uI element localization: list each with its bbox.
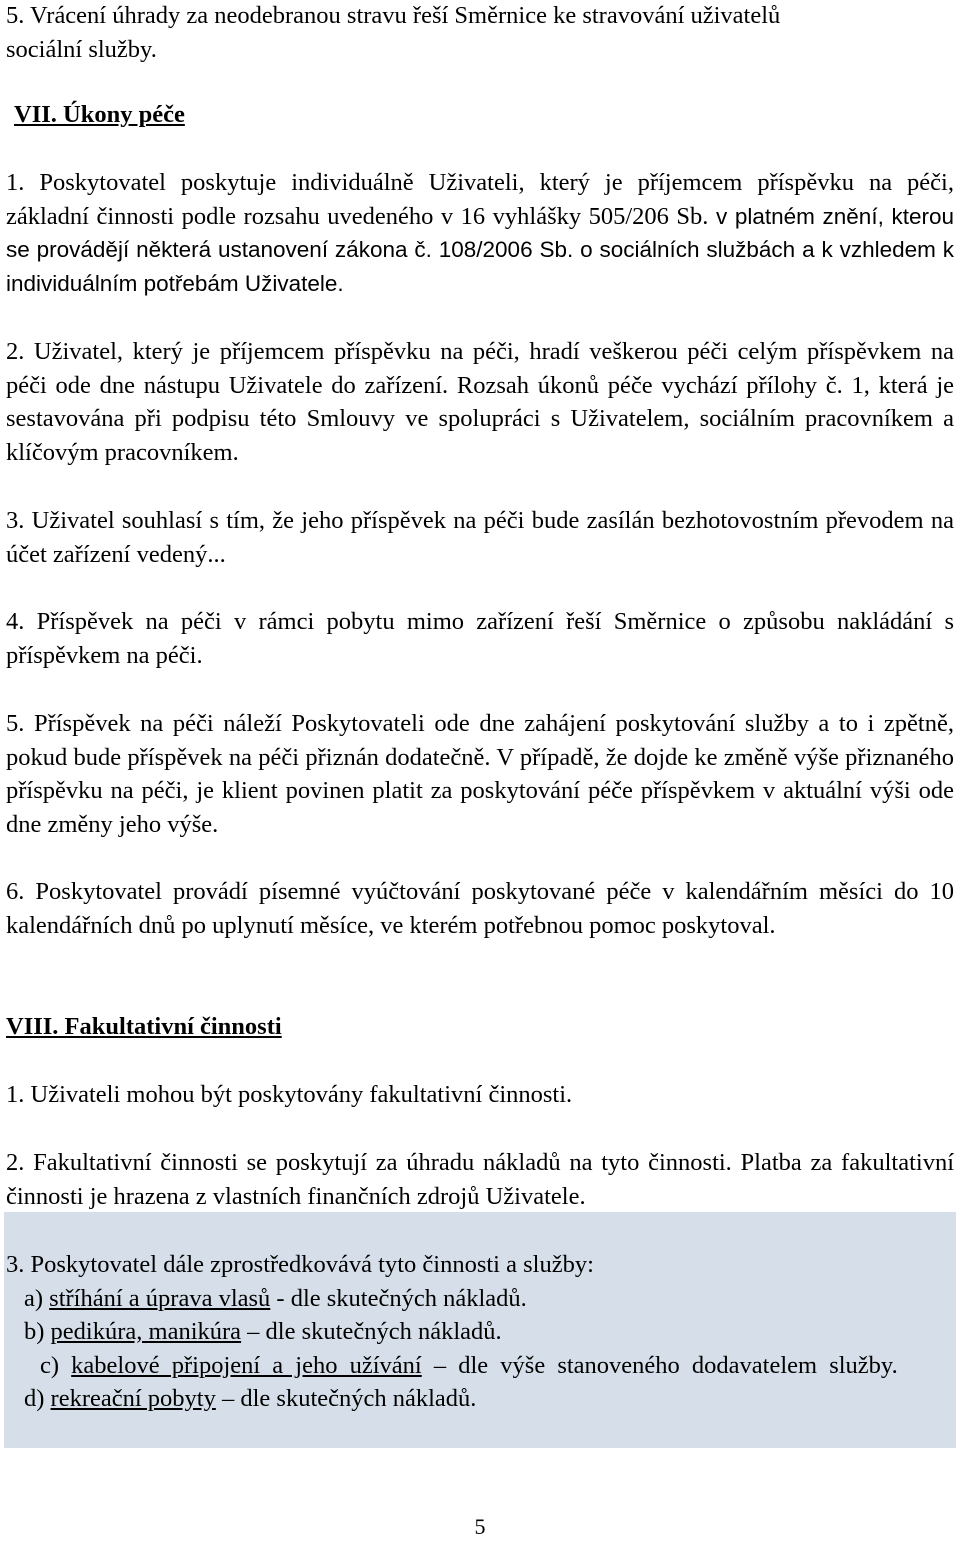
list-item-d-rest: – dle skutečných nákladů. [215,1385,477,1412]
section8-item2: 2. Fakultativní činnosti se poskytují za úhradu nákladů na tyto činnosti. Platba za fakultativní činnosti je hrazena z vlastních finančních zdrojů Uživatele. [6,1149,954,1210]
section7-item6: 6. Poskytovatel provádí písemné vyúčtování poskytované péče v kalendářním měsíci do 10 kalendářních dnů po uplynutí měsíce, ve kterém potřebnou pomoc poskytoval. [6,878,954,939]
section7-item1 [6,166,954,300]
list-item-b-term: pedikúra, manikúra [50,1318,242,1345]
top-item-line1: 5. Vrácení úhrady za neodebranou stravu řeší Směrnice ke stravování uživatelů [6,2,781,29]
section8-heading: VIII. Fakultativní činnosti [6,1013,282,1040]
list-item-b-prefix: b) [24,1318,51,1345]
top-item-line2: sociální služby. [6,35,157,63]
section7-item4: 4. Příspěvek na péči v rámci pobytu mimo zařízení řeší Směrnice o způsobu nakládání s příspěvkem na péči. [6,608,954,669]
list-item-d-prefix: d) [24,1385,51,1412]
list-item-a-term: stříhání a úprava vlasů [49,1284,271,1312]
list-item-c-term: kabelové připojení a jeho užívání [71,1351,422,1379]
section8-item3-intro: 3. Poskytovatel dále zprostředkovává tyto činnosti a služby: [6,1251,594,1278]
section7-heading: VII. Úkony péče [14,101,185,128]
list-item-c-rest: – dle výše stanoveného dodavatelem služby. [421,1351,898,1379]
paragraph-top-item-5 [6,0,780,66]
list-item-a [6,1282,954,1316]
section7-item5: 5. Příspěvek na péči náleží Poskytovateli ode dne zahájení poskytování služby a to i zpětně, pokud bude příspěvek na péči přiznán dodatečně. V případě, že dojde ke změně výše přiznaného příspěvku na péči, je klient povinen platit za poskytování péče příspěvkem v aktuální výši ode dne změny jeho výše. [6,710,954,838]
section8-item3 [6,1248,954,1416]
section7-item2: 2. Uživatel, který je příjemcem příspěvku na péči, hradí veškerou péči celým příspěvkem na péči ode dne nástupu Uživatele do zařízení. Rozsah úkonů péče vychází přílohy č. 1, která je sestavována při podpisu této Smlouvy ve spolupráci s Uživatelem, sociálním pracovníkem a klíčovým pracovníkem. [6,338,954,466]
section8-item1: 1. Uživateli mohou být poskytovány fakultativní činnosti. [6,1081,573,1108]
section7-item1-sans: v platném znění, kterou se provádějí některá ustanovení zákona č. 108/2006 Sb. o sociálních službách a k vzhledem k individuálním potřebám Uživatele. [6,203,954,296]
section7-item1-lead: 1. Poskytovatel poskytuje individuálně Uživateli, který je příjemcem příspěvku na péči, základní činnosti podle rozsahu uvedeného v 16 vyhlášky 505/206 Sb. [6,169,954,230]
list-item-d [6,1382,954,1416]
page-number: 5 [474,1514,486,1539]
list-item-d-term: rekreační pobyty [50,1385,216,1412]
list-item-c [6,1349,954,1383]
section7-item3: 3. Uživatel souhlasí s tím, že jeho příspěvek na péči bude zasílán bezhotovostním převodem na účet zařízení vedený... [6,507,954,568]
list-item-b-rest: – dle skutečných nákladů. [241,1318,502,1345]
list-item-a-prefix: a) [24,1284,50,1312]
list-item-a-rest: - dle skutečných nákladů. [270,1284,527,1312]
list-item-b [6,1315,954,1349]
list-item-c-prefix: c) [40,1351,72,1379]
